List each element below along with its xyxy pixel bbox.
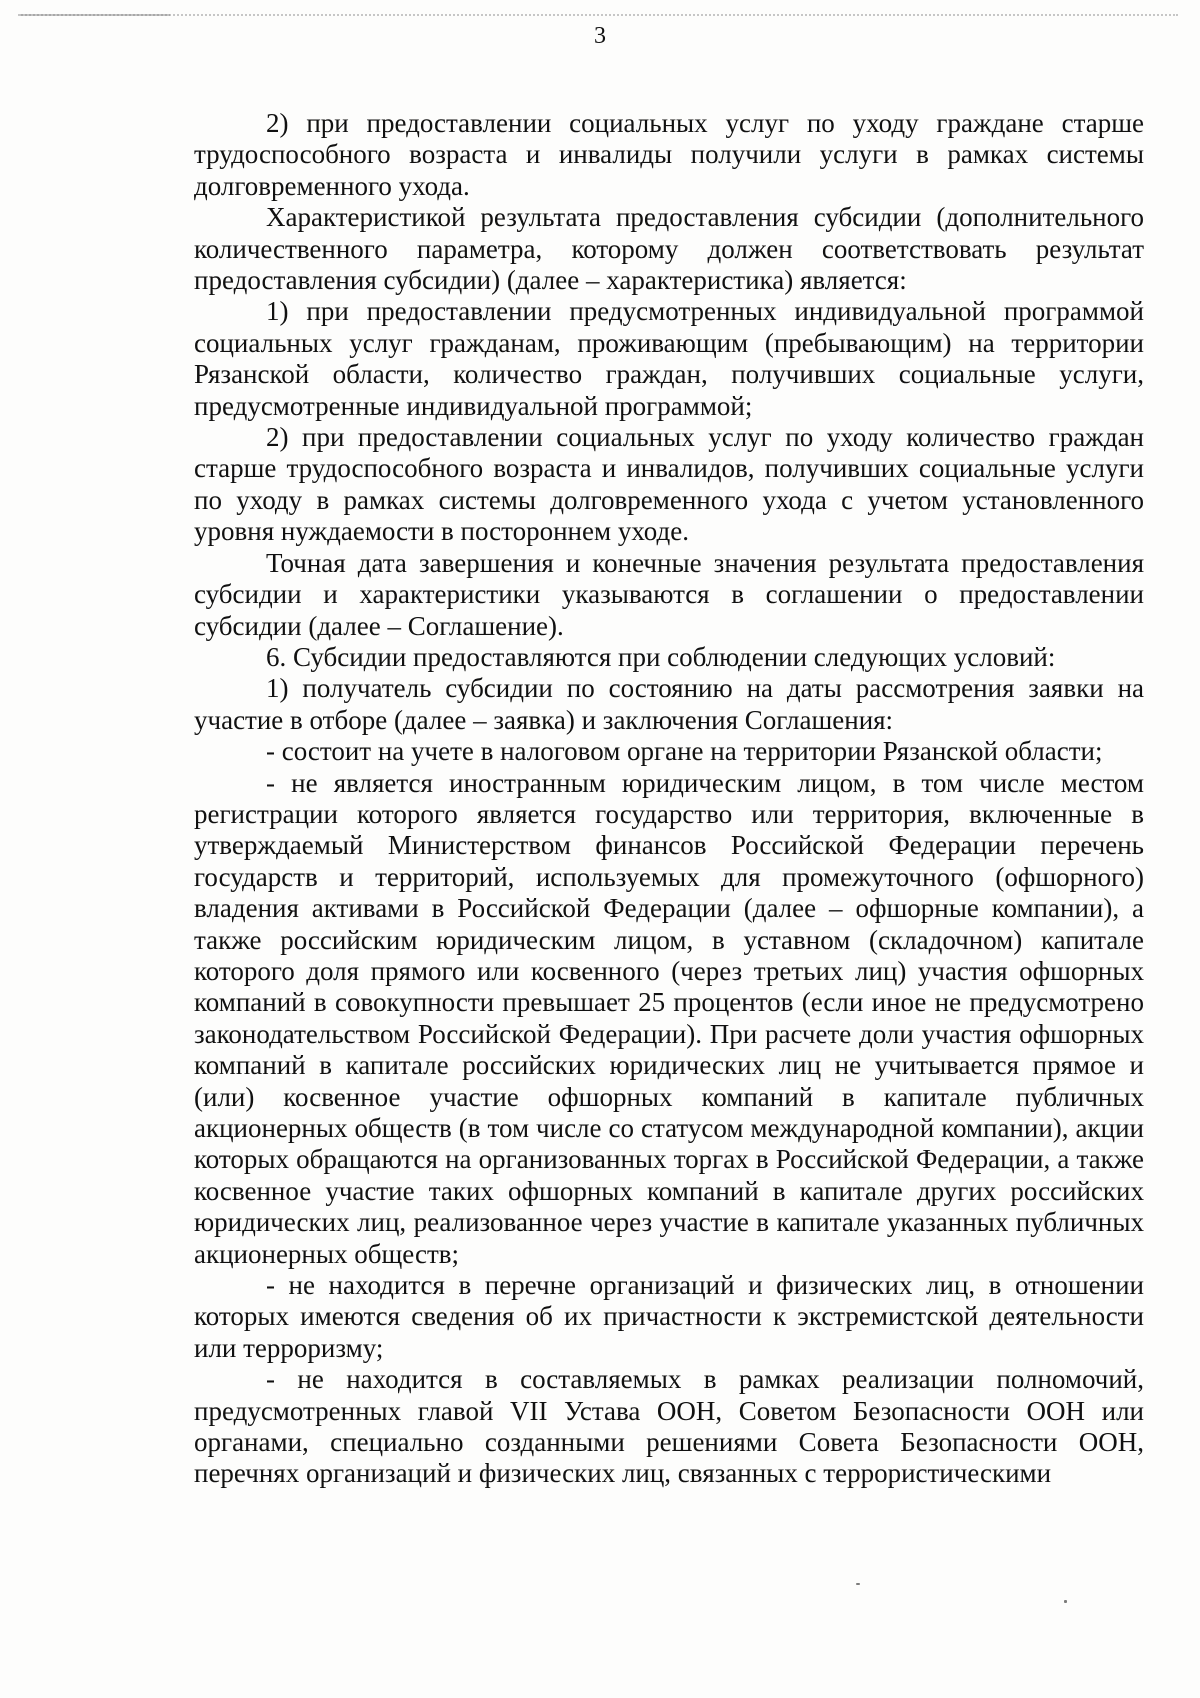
scan-speck: [1064, 1600, 1067, 1603]
paragraph-characteristic-item-2: 2) при предоставлении социальных услуг по уходу количество граждан старше трудоспособного возраста и инвалидов, получивших социальные услуги по уходу в рамках системы долговременного ухода с учетом установленного уровня нуждаемости в постороннем уходе.: [194, 422, 1144, 547]
paragraph-condition-1: 1) получатель субсидии по состоянию на даты рассмотрения заявки на участие в отборе (далее – заявка) и заключения Соглашения:: [194, 673, 1144, 735]
paragraph-un-lists: - не находится в составляемых в рамках реализации полномочий, предусмотренных главой VII Устава ООН, Советом Безопасности ООН или органами, специально созданными решениями Совета Безопасности ООН, перечнях организаций и физических лиц, связанных с террористическими: [194, 1364, 1144, 1489]
scan-speck: [856, 1583, 860, 1585]
paragraph-offshore: - не является иностранным юридическим лицом, в том числе местом регистрации которого является государство или территория, включенные в утверждаемый Министерством финансов Российской Федерации перечень государств и территорий, используемых для промежуточного (офшорного) владения активами в Российской Федерации (далее – офшорные компании), а также российским юридическим лицом, в уставном (складочном) капитале которого доля прямого или косвенного (через третьих лиц) участия офшорных компаний в совокупности превышает 25 процентов (если иное не предусмотрено законодательством Российской Федерации). При расчете доли участия офшорных компаний в капитале российских юридических лиц не учитывается прямое и (или) косвенное участие офшорных компаний в капитале публичных акционерных обществ (в том числе со статусом международной компании), акции которых обращаются на организованных торгах в Российской Федерации, а также косвенное участие таких офшорных компаний в капитале других российских юридических лиц, реализованное через участие в капитале указанных публичных акционерных обществ;: [194, 767, 1144, 1269]
scan-edge-mark: [20, 14, 170, 16]
paragraph-exact-date: Точная дата завершения и конечные значения результата предоставления субсидии и характеристики указываются в соглашении о предоставлении субсидии (далее – Соглашение).: [194, 547, 1144, 641]
scan-edge-top: [18, 14, 1178, 16]
paragraph-characteristic-intro: Характеристикой результата предоставления субсидии (дополнительного количественного параметра, которому должен соответствовать результат предоставления субсидии) (далее – характеристика) является:: [194, 202, 1144, 296]
paragraph-section-6: 6. Субсидии предоставляются при соблюдении следующих условий:: [266, 641, 1056, 672]
paragraph-result-item-2: 2) при предоставлении социальных услуг по уходу граждане старше трудоспособного возраста и инвалиды получили услуги в рамках системы долговременного ухода.: [194, 108, 1144, 201]
page-number: 3: [594, 23, 606, 49]
paragraph-tax-registration: - состоит на учете в налоговом органе на территории Рязанской области;: [266, 736, 1103, 767]
paragraph-characteristic-item-1: 1) при предоставлении предусмотренных индивидуальной программой социальных услуг гражданам, проживающим (пребывающим) на территории Рязанской области, количество граждан, получивших социальные услуги, предусмотренные индивидуальной программой;: [194, 296, 1144, 421]
paragraph-extremism-list: - не находится в перечне организаций и физических лиц, в отношении которых имеются сведения об их причастности к экстремистской деятельности или терроризму;: [194, 1270, 1144, 1363]
document-body: [194, 108, 1144, 1490]
